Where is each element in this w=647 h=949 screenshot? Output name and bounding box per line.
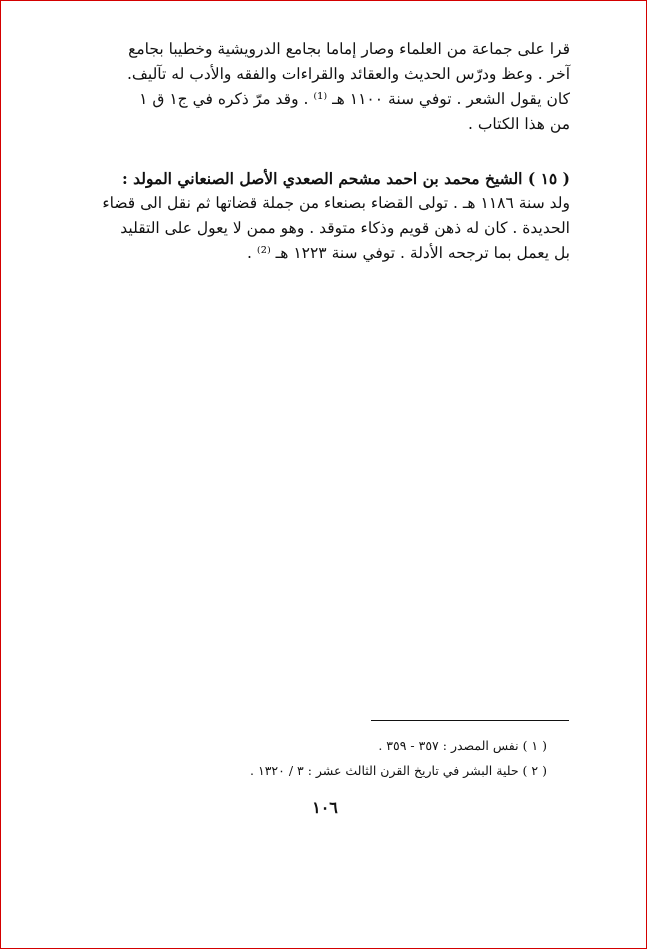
text-line: الحديدة . كان له ذهن قويم وذكاء متوقد . وهو ممن لا يعول على التقليد: [120, 219, 570, 237]
text-line: كان يقول الشعر . توفي سنة ١١٠٠ هـ ⁽¹⁾ . وقد مرّ ذكره في ج١ ق ١: [139, 90, 570, 108]
footnotes: [180, 733, 547, 783]
text-line: آخر . وعظ ودرّس الحديث والعقائد والقراءات والفقه والأدب له تآليف.: [126, 65, 570, 83]
footnote-divider: [371, 720, 569, 721]
paragraph-previous-entry: [84, 37, 570, 137]
text-line: بل يعمل بما ترجحه الأدلة . توفي سنة ١٢٢٣ هـ ⁽²⁾ .: [247, 244, 570, 262]
text-line: ولد سنة ١١٨٦ هـ . تولى القضاء بصنعاء من جملة قضاتها ثم نقل الى قضاء: [102, 194, 570, 212]
text-line: قرا على جماعة من العلماء وصار إماما بجامع الدرويشية وخطيبا بجامع: [128, 40, 570, 58]
text-line: من هذا الكتاب .: [467, 115, 570, 133]
page-number: ١٠٦: [312, 798, 338, 817]
entry-heading: ( ١٥ ) الشيخ محمد بن احمد مشحم الصعدي الأصل الصنعاني المولد :: [122, 169, 570, 188]
entry-15: [84, 166, 570, 266]
footnote-2: ( ٢ ) حلية البشر في تاريخ القرن الثالث عشر : ٣ / ١٣٢٠ .: [250, 763, 547, 778]
footnote-1: ( ١ ) نفس المصدر : ٣٥٧ - ٣٥٩ .: [378, 738, 547, 753]
